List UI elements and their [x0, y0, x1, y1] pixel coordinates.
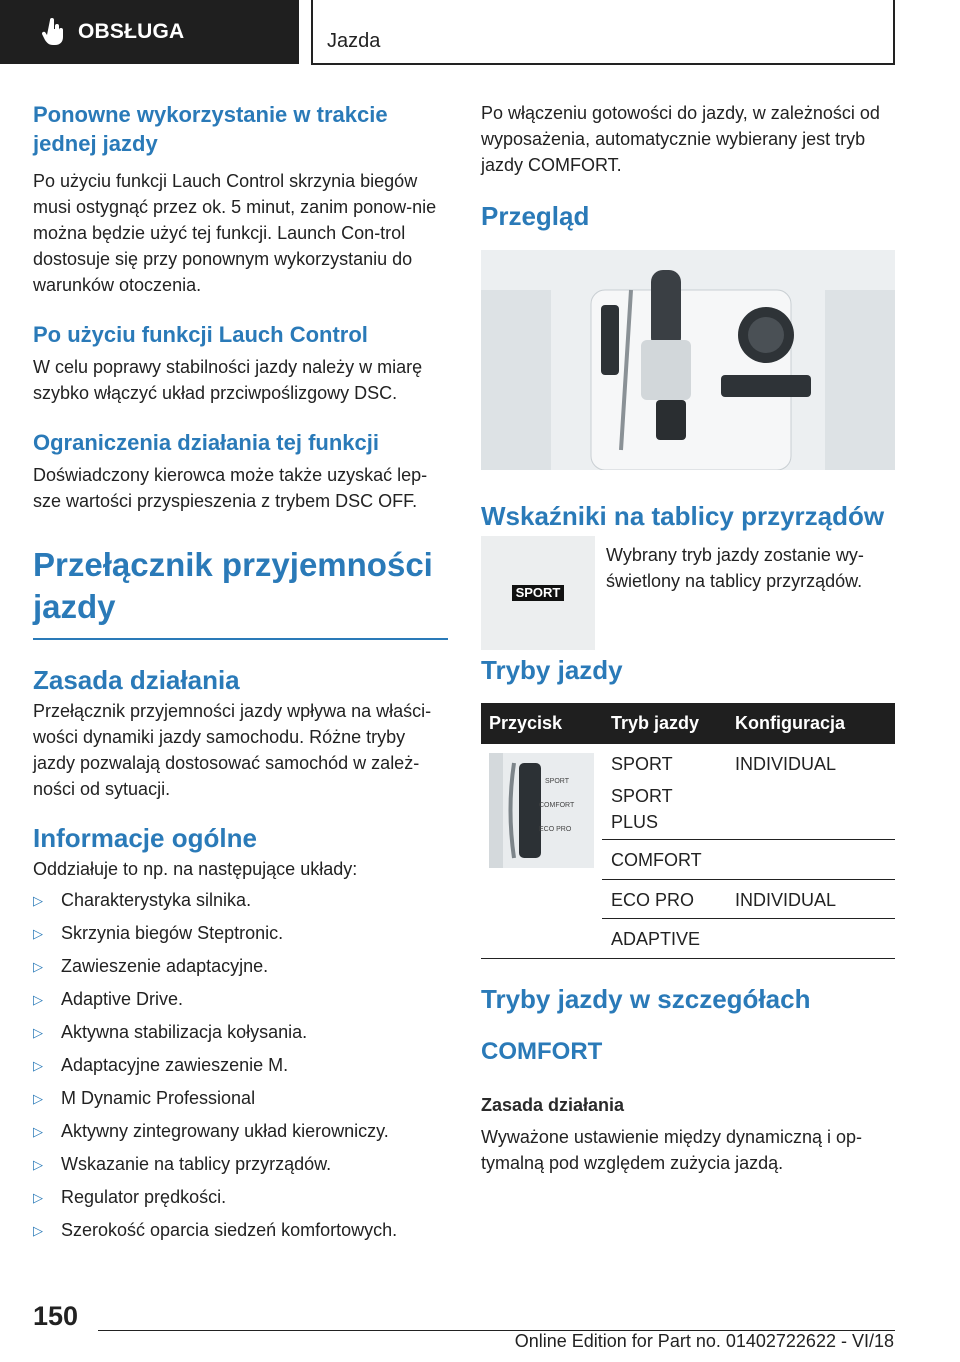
heading-after-launch: Po użyciu funkcji Lauch Control [33, 322, 368, 347]
list-item: ▷ Regulator prędkości. [33, 1181, 448, 1214]
row-divider [602, 918, 895, 919]
heading-comfort-principle: Zasada działania [481, 1095, 625, 1115]
mode-sport: SPORT [611, 754, 673, 774]
config-sport: INDIVIDUAL [735, 754, 837, 774]
list-item: ▷ Wskazanie na tablicy przyrządów. [33, 1148, 448, 1181]
heading-reuse: Ponowne wykorzystanie w trakcie jednej jazdy [33, 102, 388, 156]
text-after-launch: W celu poprawy stabilności jazdy należy w miarę szybko włączyć układ przciwpoślizgowy DSC. [33, 357, 423, 403]
heading-principle: Zasada działania [33, 665, 240, 695]
mode-eco-pro: ECO PRO [611, 890, 695, 910]
bullet-triangle-icon: ▷ [33, 1157, 43, 1172]
bullet-triangle-icon: ▷ [33, 1091, 43, 1106]
table-bottom-rule [481, 958, 895, 959]
bullet-triangle-icon: ▷ [33, 1124, 43, 1139]
text-principle: Przełącznik przyjemności jazdy wpływa na właści-wości dynamiki jazdy samochodu. Różne tryby jazdy pozwalają dostosować samochód w zależ-ności od sytuacji. [33, 701, 432, 799]
heading-modes: Tryby jazdy [481, 655, 623, 685]
heading-overview: Przegląd [481, 201, 590, 231]
bullet-triangle-icon: ▷ [33, 893, 43, 908]
left-column [33, 100, 448, 1247]
mode-comfort: COMFORT [611, 850, 702, 870]
edition-text: Online Edition for Part no. 01402722622 - VI/18 [514, 1331, 894, 1351]
hand-pointer-icon [42, 18, 64, 46]
heading-driving-switch: Przełącznik przyjemności jazdy [33, 546, 433, 625]
mode-buttons-photo [489, 753, 594, 868]
list-item: ▷ Adaptive Drive. [33, 983, 448, 1016]
right-column [481, 100, 895, 232]
bullet-triangle-icon: ▷ [33, 1190, 43, 1205]
section-tab[interactable] [0, 0, 299, 64]
list-item: ▷ Skrzynia biegów Steptronic. [33, 917, 448, 950]
text-comfort: Wyważone ustawienie między dynamiczną i op-tymalną pod względem zużycia jazdą. [481, 1127, 863, 1173]
btn-label-comfort: COMFORT [539, 802, 575, 809]
list-item: ▷ Aktywna stabilizacja kołysania. [33, 1016, 448, 1049]
list-item: ▷ Adaptacyjne zawieszenie M. [33, 1049, 448, 1082]
text-indicators: Wybrany tryb jazdy zostanie wy-świetlony na tablicy przyrządów. [606, 545, 864, 591]
row-divider [602, 879, 895, 880]
mode-sport-plus: SPORT PLUS [611, 786, 673, 832]
mode-buttons-illustration [489, 753, 594, 868]
center-console-illustration [481, 250, 895, 470]
bullet-triangle-icon: ▷ [33, 959, 43, 974]
bullet-triangle-icon: ▷ [33, 1058, 43, 1073]
heading-comfort: COMFORT [481, 1038, 603, 1065]
row-divider [602, 839, 895, 840]
text-limits: Doświadczony kierowca może także uzyskać lep-sze wartości przyspieszenia z trybem DSC OFF. [33, 465, 428, 511]
btn-label-eco: ECO PRO [539, 826, 572, 833]
text-intro: Po włączeniu gotowości do jazdy, w zależności od wyposażenia, automatycznie wybierany jest tryb jazdy COMFORT. [481, 103, 880, 175]
bullet-triangle-icon: ▷ [33, 926, 43, 941]
col-header-config: Konfiguracja [735, 713, 846, 733]
systems-list [33, 884, 448, 1247]
config-eco-pro: INDIVIDUAL [735, 890, 837, 910]
col-header-button: Przycisk [489, 713, 563, 733]
page-number: 150 [33, 1301, 79, 1331]
list-item: ▷ Zawieszenie adaptacyjne. [33, 950, 448, 983]
center-console-photo [481, 250, 895, 470]
btn-label-sport: SPORT [545, 778, 569, 785]
chapter-label: Jazda [327, 30, 381, 52]
bullet-triangle-icon: ▷ [33, 1223, 43, 1238]
chapter-tab[interactable] [311, 0, 895, 65]
mode-adaptive: ADAPTIVE [611, 929, 701, 949]
sport-badge: SPORT [512, 585, 564, 601]
text-reuse: Po użyciu funkcji Lauch Control skrzynia biegów musi ostygnąć przez ok. 5 minut, zanim ponow-nie można będzie użyć tej funkcji. Launch Con-trol dostosuje się przy ponownym wykorzystaniu do warunków otoczenia. [33, 171, 437, 295]
bullet-triangle-icon: ▷ [33, 1025, 43, 1040]
heading-underline [33, 638, 448, 640]
heading-general: Informacje ogólne [33, 823, 257, 853]
list-item: ▷ Szerokość oparcia siedzeń komfortowych. [33, 1214, 448, 1247]
list-item: ▷ Aktywny zintegrowany układ kierowniczy. [33, 1115, 448, 1148]
table-header [481, 703, 895, 744]
heading-details: Tryby jazdy w szczegółach [481, 984, 811, 1014]
section-label: OBSŁUGA [78, 20, 185, 43]
text-general: Oddziałuje to np. na następujące układy: [33, 859, 358, 879]
bullet-triangle-icon: ▷ [33, 992, 43, 1007]
list-item: ▷ Charakterystyka silnika. [33, 884, 448, 917]
col-header-mode: Tryb jazdy [611, 713, 700, 733]
heading-limits: Ograniczenia działania tej funkcji [33, 430, 379, 455]
modes-table [481, 703, 895, 949]
list-item: ▷ M Dynamic Professional [33, 1082, 448, 1115]
heading-indicators: Wskaźniki na tablicy przyrządów [481, 501, 885, 531]
instrument-display-thumb [481, 536, 595, 650]
